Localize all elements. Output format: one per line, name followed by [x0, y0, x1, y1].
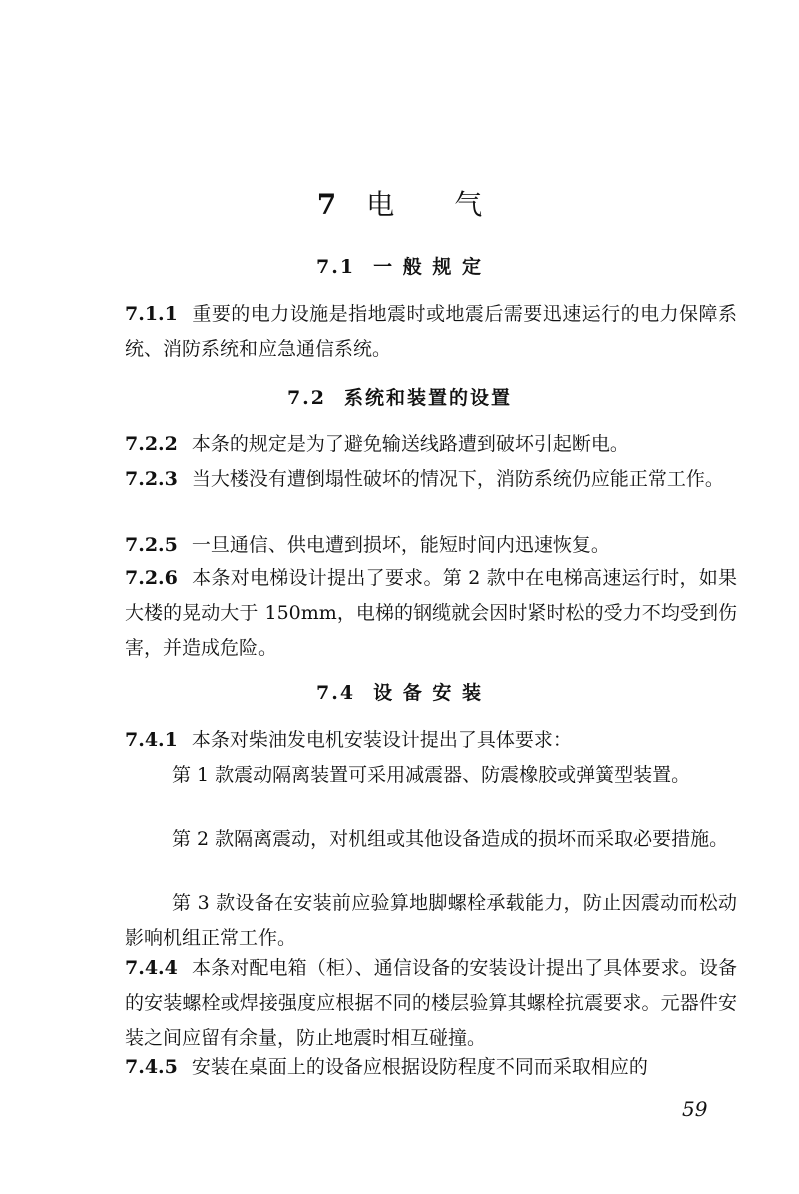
clause-number: 7.4.1	[125, 729, 178, 751]
section-title: 系统和装置的设置	[344, 387, 513, 409]
clause-text: 重要的电力设施是指地震时或地震后需要迅速运行的电力保障系统、消防系统和应急通信系统。	[125, 303, 737, 360]
clause-number: 7.4.5	[125, 1056, 178, 1078]
clause-text: 本条对配电箱（柜）、通信设备的安装设计提出了具体要求。设备的安装螺栓或焊接强度应根据不同的楼层验算其螺栓抗震要求。元器件安装之间应留有余量，防止地震时相互碰撞。	[125, 957, 737, 1049]
page-number: 59	[682, 1097, 708, 1121]
clause-text: 安装在桌面上的设备应根据设防程度不同而采取相应的	[191, 1056, 648, 1078]
section-number: 7.1	[316, 256, 356, 278]
clause-7-2-2	[125, 427, 737, 462]
clause-7-4-4	[125, 951, 737, 1056]
clause-number: 7.2.2	[125, 433, 178, 455]
clause-text: 一旦通信、供电遭到损坏，能短时间内迅速恢复。	[191, 534, 610, 556]
clause-7-2-5	[125, 528, 737, 563]
chapter-title	[0, 183, 799, 223]
clause-7-2-6	[125, 561, 737, 666]
clause-7-2-3	[125, 462, 737, 497]
section-number: 7.2	[286, 387, 327, 409]
section-heading-7-2	[0, 383, 799, 410]
clause-number: 7.2.6	[125, 567, 178, 589]
clause-7-4-1	[125, 723, 737, 758]
clause-text: 本条的规定是为了避免输送线路遭到破坏引起断电。	[191, 433, 629, 455]
clause-text: 当大楼没有遭倒塌性破坏的情况下，消防系统仍应能正常工作。	[191, 468, 724, 490]
clause-7-4-1-item-1: 第 1 款震动隔离装置可采用减震器、防震橡胶或弹簧型装置。	[172, 764, 691, 786]
clause-number: 7.1.1	[125, 303, 178, 325]
clause-number: 7.2.5	[125, 534, 178, 556]
clause-7-1-1	[125, 297, 737, 367]
chapter-number: 7	[316, 188, 337, 221]
clause-7-4-1-item-2: 第 2 款隔离震动，对机组或其他设备造成的损坏而采取必要措施。	[172, 828, 729, 850]
section-heading-7-4	[0, 678, 799, 705]
section-title: 一 般 规 定	[373, 256, 483, 278]
clause-text: 本条对柴油发电机安装设计提出了具体要求：	[191, 729, 572, 751]
section-title: 设 备 安 装	[373, 682, 483, 704]
clause-text: 本条对电梯设计提出了要求。第 2 款中在电梯高速运行时，如果大楼的晃动大于 150mm，电梯的钢缆就会因时紧时松的受力不均受到伤害，并造成危险。	[125, 567, 737, 659]
section-number: 7.4	[316, 682, 356, 704]
chapter-title-char-1: 电	[366, 188, 395, 221]
section-heading-7-1	[0, 252, 799, 279]
chapter-title-char-2: 气	[454, 188, 483, 221]
clause-number: 7.2.3	[125, 468, 178, 490]
clause-number: 7.4.4	[125, 957, 178, 979]
clause-7-4-5	[125, 1050, 737, 1085]
clause-7-4-1-item-3: 第 3 款设备在安装前应验算地脚螺栓承载能力，防止因震动而松动影响机组正常工作。	[125, 892, 737, 949]
